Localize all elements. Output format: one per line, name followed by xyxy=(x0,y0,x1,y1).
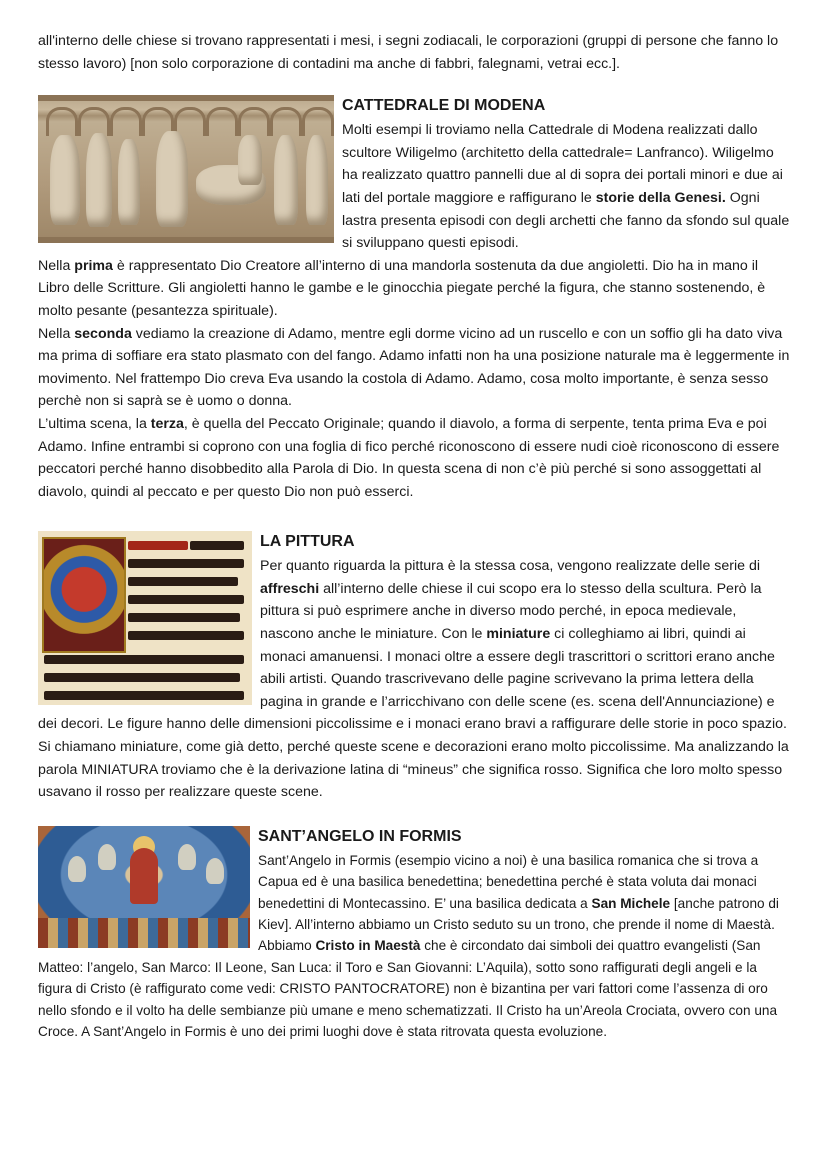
modena-paragraph-3: Nella seconda vediamo la creazione di Adamo, mentre egli dorme vicino ad un ruscello e con un soffio gli ha dato viva ma prima di soffiare era stato plasmato con del fango. Adamo infatti non ha una posizione naturale ma è leggermente in movimento. Nel frattempo Dio creva Eva usando la costola di Adamo. Adamo, cosa molto importante, è senza sesso perchè non si saprà se è uomo o donna. xyxy=(38,325,790,410)
formis-paragraph: Sant’Angelo in Formis (esempio vicino a noi) è una basilica romanica che si trova a Capua ed è una basilica benedettina; benedettina perché è stata voluta dai monaci benedettini di Montecassino. E’ una basilica dedicata a San Michele [anche patrono di Kiev]. All’interno abbiamo un Cristo seduto su un trono, che prende il nome di Maestà. Abbiamo Cristo in Maestà che è circondato dai simboli dei quattro evangelisti (San Matteo: l’angelo, San Marco: Il Leone, San Luca: il Toro e San Giovanni: L’Aquila), sotto sono raffigurati degli angeli e la figura di Cristo (è raffigurato come vedi: CRISTO PANTOCRATORE) non è bizantina per vari fattori come l’assenza di oro nello sfondo e il volto ha delle sembianze più umane e meno schematizzati. Il Cristo ha un’Areola Crociata, ovvero con una Croce. A Sant’Angelo in Formis è uno dei primi luoghi dove è stata ritrovata questa evoluzione. xyxy=(38,852,779,1040)
section-formis xyxy=(38,826,790,1043)
fresco-christ-image xyxy=(38,826,250,948)
section-modena xyxy=(38,95,790,503)
section-pittura xyxy=(38,531,790,804)
modena-paragraph-1: Molti esempi li troviamo nella Cattedrale di Modena realizzati dallo scultore Wiligelmo (architetto della cattedrale= Lanfranco). Wiligelmo ha realizzato quattro pannelli due al di sopra dei portali minori e due ai lati del portale maggiore e raffigurano le storie della Genesi. Ogni lastra presenta episodi con degli archetti che fanno da sfondo sul quale si sviluppano questi episodi. xyxy=(342,122,790,252)
illuminated-manuscript-image xyxy=(38,531,252,705)
document-page xyxy=(38,30,790,1042)
modena-paragraph-2: Nella prima è rappresentato Dio Creatore all’interno di una mandorla sostenuta da due angioletti. Dio ha in mano il Libro delle Scritture. Gli angioletti hanno le gambe e le ginocchia piegate perché la figura, che stanno sostenendo, è molto pesante (pesantezza spirituale). xyxy=(38,257,766,319)
genesis-relief-image xyxy=(38,95,334,243)
modena-paragraph-4: L’ultima scena, la terza, è quella del Peccato Originale; quando il diavolo, a forma di serpente, tenta prima Eva e poi Adamo. Infine entrambi si coprono con una foglia di fico perché riconoscono di essere nudi cioè riconoscono di essere peccatori perché hanno disobbedito alla Parola di Dio. In questa scena di non c’è più perché si sono assoggettati al diavolo, quindi al peccato e per questo Dio non può esserci. xyxy=(38,415,780,500)
pittura-paragraph: Per quanto riguarda la pittura è la stessa cosa, vengono realizzate delle serie di affreschi all’interno delle chiese il cui scopo era lo stesso della scultura. Però la pittura si può esprimere anche in diverso modo perché, in epoca medievale, nascono anche le miniature. Con le miniature ci colleghiamo ai libri, quindi ai monaci amanuensi. I monaci oltre a essere degli trascrittori o scrittori erano anche abili artisti. Quando trascrivevano delle pagine scrivevano la prima lettera della pagina in grande e l’arricchivano con delle scene (es. scena dell'Annunciazione) e dei decori. Le figure hanno delle dimensioni piccolissime e i monaci erano bravi a raffigurare delle storie in poco spazio. Si chiamano miniature, come già detto, perché queste scene e decorazioni erano molto piccolissime. Ma analizzando la parola MINIATURA troviamo che è la derivazione latina di “mineus” che significa rosso. Significa che loro molto spesso usavano il rosso per realizzare queste scene. xyxy=(38,558,789,801)
section-title-pittura: LA PITTURA xyxy=(260,533,355,551)
intro-paragraph: all'interno delle chiese si trovano rappresentati i mesi, i segni zodiacali, le corporazioni (gruppi di persone che fanno lo stesso lavoro) [non solo corporazione di contadini ma anche di fabbri, falegnami, vetrai ecc.]. xyxy=(38,33,779,72)
section-title-formis: SANT’ANGELO IN FORMIS xyxy=(258,827,462,845)
section-title-modena: CATTEDRALE DI MODENA xyxy=(342,97,546,115)
